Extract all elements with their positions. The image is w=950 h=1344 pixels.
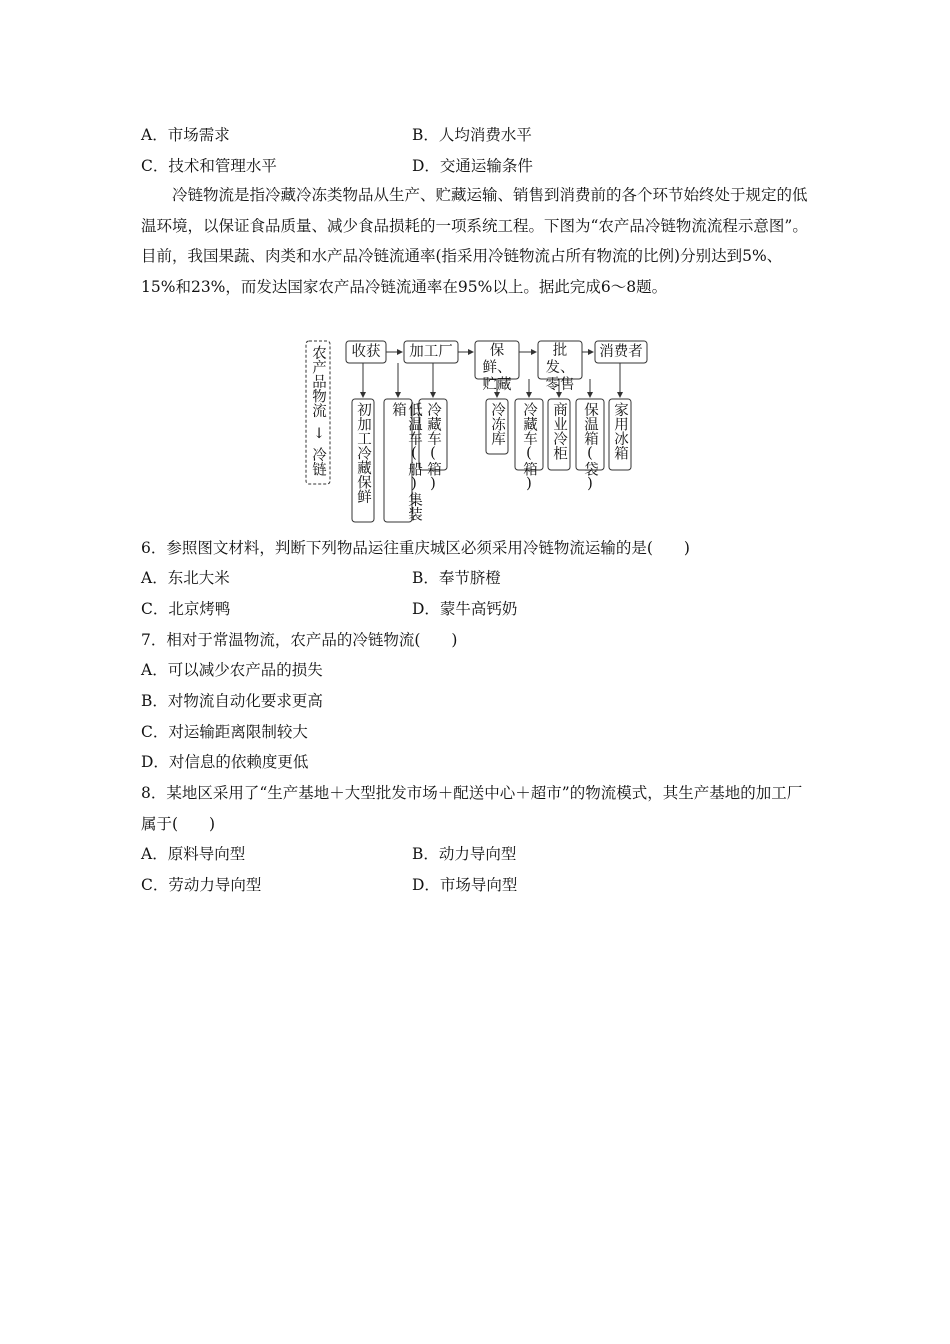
side-label-top: 农产品物流 [310,345,326,418]
q6-option-a: A．东北大米 [141,569,230,587]
q6-option-c: C．北京烤鸭 [141,600,231,618]
item-label-4: 冷冻库 [489,402,505,446]
side-label-bottom: 冷链 [310,447,326,476]
q8-stem: 8．某地区采用了“生产基地＋大型批发市场＋配送中心＋超市”的物流模式，其生产基地的加工厂属于( ) [141,784,803,833]
step-label-1: 收获 [351,344,381,360]
q8-option-b: B．动力导向型 [412,845,517,863]
q6-option-b: B．奉节脐橙 [412,569,501,587]
q8-option-c: C．劳动力导向型 [141,876,262,894]
side-arrow: ↓ [313,426,326,442]
q7-option-b: B．对物流自动化要求更高 [141,692,323,710]
q5-option-d: D．交通运输条件 [412,157,533,175]
item-label-3: 冷藏车(箱) [425,402,441,492]
item-label-7: 保温箱(袋) [582,402,598,492]
q5-option-a: A．市场需求 [141,126,230,144]
q7-option-c: C．对运输距离限制较大 [141,723,308,741]
q8-option-a: A．原料导向型 [141,845,246,863]
q8-option-d: D．市场导向型 [412,876,518,894]
step-label-2: 加工厂 [409,344,453,360]
q7-option-d: D．对信息的依赖度更低 [141,753,309,771]
step-label-3: 保鲜、贮藏 [482,343,512,393]
q5-option-b: B．人均消费水平 [412,126,532,144]
cold-chain-diagram [300,335,660,530]
item-label-2: 低温车(船)集装箱 [390,402,422,521]
q7-stem: 7．相对于常温物流，农产品的冷链物流( ) [141,631,458,649]
q7-option-a: A．可以减少农产品的损失 [141,661,323,679]
step-label-5: 消费者 [599,344,643,360]
item-label-6: 商业冷柜 [551,402,567,460]
step-label-4: 批发、零售 [545,343,575,393]
item-label-1: 初加工冷藏保鲜 [355,402,371,504]
item-label-8: 家用冰箱 [612,402,628,460]
passage: 冷链物流是指冷藏冷冻类物品从生产、贮藏运输、销售到消费前的各个环节始终处于规定的低温环境，以保证食品质量、减少食品损耗的一项系统工程。下图为“农产品冷链物流流程示意图”。目前，我国果蔬、肉类和水产品冷链流通率(指采用冷链物流占所有物流的比例)分别达到5%、15%和23%，而发达国家农产品冷链流通率在95%以上。据此完成6～8题。 [141,186,808,296]
q6-option-d: D．蒙牛高钙奶 [412,600,518,618]
item-label-5: 冷藏车(箱) [521,402,537,492]
q6-stem: 6．参照图文材料，判断下列物品运往重庆城区必须采用冷链物流运输的是( ) [141,539,690,557]
q5-option-c: C．技术和管理水平 [141,157,277,175]
